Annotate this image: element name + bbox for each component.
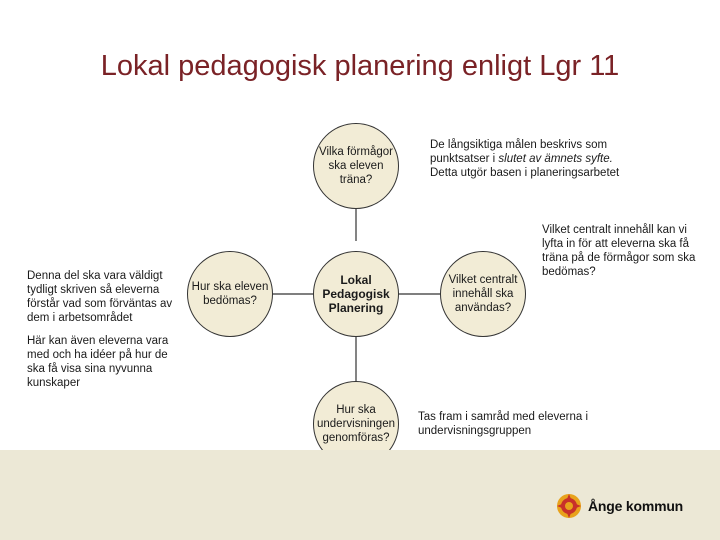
page-title: Lokal pedagogisk planering enligt Lgr 11 <box>100 50 620 82</box>
ange-kommun-emblem-icon <box>556 493 582 519</box>
node-top: Vilka förmågor ska eleven träna? <box>313 123 399 209</box>
note-top-right-text: De långsiktiga målen beskrivs som punktsatser i <box>430 139 608 165</box>
node-bottom: Hur ska undervisningen genomföras? <box>313 381 399 467</box>
note-left-2: Här kan även eleverna vara med och ha idéer på hur de ska få visa sina nyvunna kunskaper <box>27 335 169 389</box>
note-top-right-text2: Detta utgör basen i planeringsarbetet <box>430 167 620 179</box>
note-top-right <box>430 138 635 180</box>
node-left: Hur ska eleven bedömas? <box>187 251 273 337</box>
note-right: Vilket centralt innehåll kan vi lyfta in för att eleverna ska få träna på de förmågor som ska bedömas? <box>542 224 696 278</box>
note-bottom-right: Tas fram i samråd med eleverna i undervisningsgruppen <box>418 411 589 437</box>
node-center: Lokal Pedagogisk Planering <box>313 251 399 337</box>
node-right: Vilket centralt innehåll ska användas? <box>440 251 526 337</box>
logo <box>556 493 683 519</box>
note-left-1: Denna del ska vara väldigt tydligt skriven så eleverna förstår vad som förväntas av dem i arbetsområdet <box>27 270 173 324</box>
logo-text: Ånge kommun <box>588 498 684 514</box>
note-top-right-italic: slutet av ämnets syfte. <box>498 153 613 165</box>
